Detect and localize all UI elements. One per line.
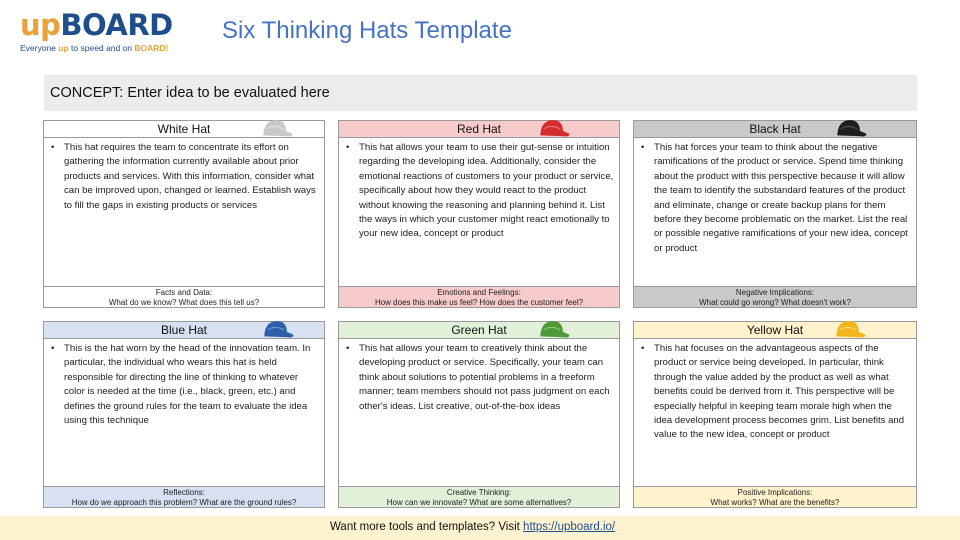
blue-hat-icon <box>259 319 295 343</box>
blue-hat-card <box>43 321 325 507</box>
red-hat-title: Red Hat <box>456 122 502 136</box>
blue-hat-footer-question: How do we approach this problem? What are the ground rules? <box>71 498 297 507</box>
yellow-hat-card <box>633 321 917 507</box>
black-hat-body[interactable]: • This hat forces your team to think about the negative ramifications of the product or service. Spend time thinking about the product with this perspective because it will allow the team to identify the substandard features of the product and eliminate, change or create backup plans for them before they become problematic on the market. List the real or possible negative ramifications of your new idea, concept or product <box>633 138 917 302</box>
red-hat-card <box>338 120 620 307</box>
green-hat-description: This hat allows your team to creatively think about the developing product or service. Specifically, your team can think about solutions to potential problems in a freeform manner; team members should not pass judgment on each other's ideas. List creative, out-of-the-box ideas <box>359 343 610 412</box>
upboard-logo[interactable] <box>20 8 180 53</box>
red-hat-footer-title: Emotions and Feelings: <box>437 288 521 297</box>
red-hat-footer <box>338 286 620 308</box>
yellow-hat-title: Yellow Hat <box>746 323 804 337</box>
yellow-hat-header <box>633 321 917 339</box>
black-hat-footer-title: Negative Implications: <box>735 288 815 297</box>
logo-wordmark: upBOARD <box>20 8 173 42</box>
white-hat-icon <box>258 118 294 142</box>
white-hat-footer-question: What do we know? What does this tell us? <box>108 298 260 307</box>
black-hat-footer <box>633 286 917 308</box>
green-hat-header <box>338 321 620 339</box>
page-title: Six Thinking Hats Template <box>222 17 512 44</box>
white-hat-header <box>43 120 325 138</box>
yellow-hat-footer-question: What works? What are the benefits? <box>710 498 840 507</box>
black-hat-card <box>633 120 917 307</box>
concept-field[interactable]: CONCEPT: Enter idea to be evaluated here <box>44 75 917 111</box>
white-hat-card <box>43 120 325 307</box>
white-hat-description: This hat requires the team to concentrate its effort on gathering the information currently available about prior products and services. With this information, consider what can be improved upon, changed or learned. Establish ways to fill the gaps in existing products or services <box>64 142 316 211</box>
green-hat-footer-title: Creative Thinking: <box>446 488 512 497</box>
red-hat-header <box>338 120 620 138</box>
black-hat-icon <box>832 118 868 142</box>
yellow-hat-description: This hat focuses on the advantageous aspects of the product or service being developed. In particular, think through the value added by the product as well as what benefits could be derived from it. This perspective will be especially helpful in keeping team morale high when the idea development process becomes grim. List benefits and value to the new idea, concept or product <box>654 343 905 441</box>
red-hat-body[interactable]: • This hat allows your team to use their gut-sense or intuition regarding the developing idea. Additionally, consider the emotional reactions of customers to your product or service, specifically about how they would react to the product without knowing the reasoning and planning behind it. List the ways in which your customer might react emotionally to your new idea, concept or product <box>338 138 620 302</box>
green-hat-card <box>338 321 620 507</box>
blue-hat-description: This is the hat worn by the head of the innovation team. In particular, the individual who wears this hat is held responsible for directing the line of thinking to whatever color is needed at the time (i.e., black, green, etc.) and defines the ground rules for the team to evaluate the idea using this technique <box>64 343 311 427</box>
white-hat-footer <box>43 286 325 308</box>
blue-hat-title: Blue Hat <box>160 323 208 337</box>
black-hat-footer-question: What could go wrong? What doesn't work? <box>699 298 851 307</box>
black-hat-description: This hat forces your team to think about the negative ramifications of the product or service. Spend time thinking about the product with this perspective because it will allow the team to identify the substandard features of the product and eliminate, change or create backup plans for them before they become problematic on the market. List the real or possible negative ramifications of your new idea, concept or product <box>654 142 908 254</box>
blue-hat-body[interactable]: • This is the hat worn by the head of the innovation team. In particular, the individual who wears this hat is held responsible for directing the line of thinking to whatever color is needed at the time (i.e., black, green, etc.) and defines the ground rules for the team to evaluate the idea using this technique <box>43 339 325 503</box>
black-hat-title: Black Hat <box>749 122 801 136</box>
footer-note: Want more tools and templates? Visit https://upboard.io/ <box>330 521 616 533</box>
yellow-hat-icon <box>831 319 867 343</box>
green-hat-title: Green Hat <box>451 323 507 337</box>
white-hat-title: White Hat <box>157 122 211 136</box>
red-hat-footer-question: How does this make us feel? How does the customer feel? <box>374 298 584 307</box>
upboard-link[interactable]: https://upboard.io/ <box>523 521 616 533</box>
blue-hat-footer <box>43 486 325 508</box>
white-hat-body[interactable]: • This hat requires the team to concentrate its effort on gathering the information currently available about prior products and services. With this information, consider what can be improved upon, changed or learned. Establish ways to fill the gaps in existing products or services <box>43 138 325 302</box>
yellow-hat-footer <box>633 486 917 508</box>
green-hat-footer <box>338 486 620 508</box>
blue-hat-footer-title: Reflections: <box>163 488 205 497</box>
green-hat-icon <box>535 319 571 343</box>
yellow-hat-body[interactable]: • This hat focuses on the advantageous aspects of the product or service being developed. In particular, think through the value added by the product as well as what benefits could be derived from it. This perspective will be especially helpful in keeping team morale high when the idea development process becomes grim. List benefits and value to the new idea, concept or product <box>633 339 917 503</box>
blue-hat-header <box>43 321 325 339</box>
black-hat-header <box>633 120 917 138</box>
green-hat-footer-question: How can we innovate? What are some alternatives? <box>386 498 572 507</box>
green-hat-body[interactable]: • This hat allows your team to creatively think about the developing product or service. Specifically, your team can think about solutions to potential problems in a freeform manner; team members should not pass judgment on each other's ideas. List creative, out-of-the-box ideas <box>338 339 620 503</box>
yellow-hat-footer-title: Positive Implications: <box>737 488 813 497</box>
white-hat-footer-title: Facts and Data: <box>155 288 213 297</box>
red-hat-icon <box>535 118 571 142</box>
red-hat-description: This hat allows your team to use their gut-sense or intuition regarding the developing idea. Additionally, consider the emotional reactions of customers to your product or service, specifically about how they would react to the product without knowing the reasoning and planning behind it. List the ways in which your customer might react emotionally to your new idea, concept or product <box>359 142 614 240</box>
logo-tagline: Everyone up to speed and on BOARD! <box>20 43 169 53</box>
